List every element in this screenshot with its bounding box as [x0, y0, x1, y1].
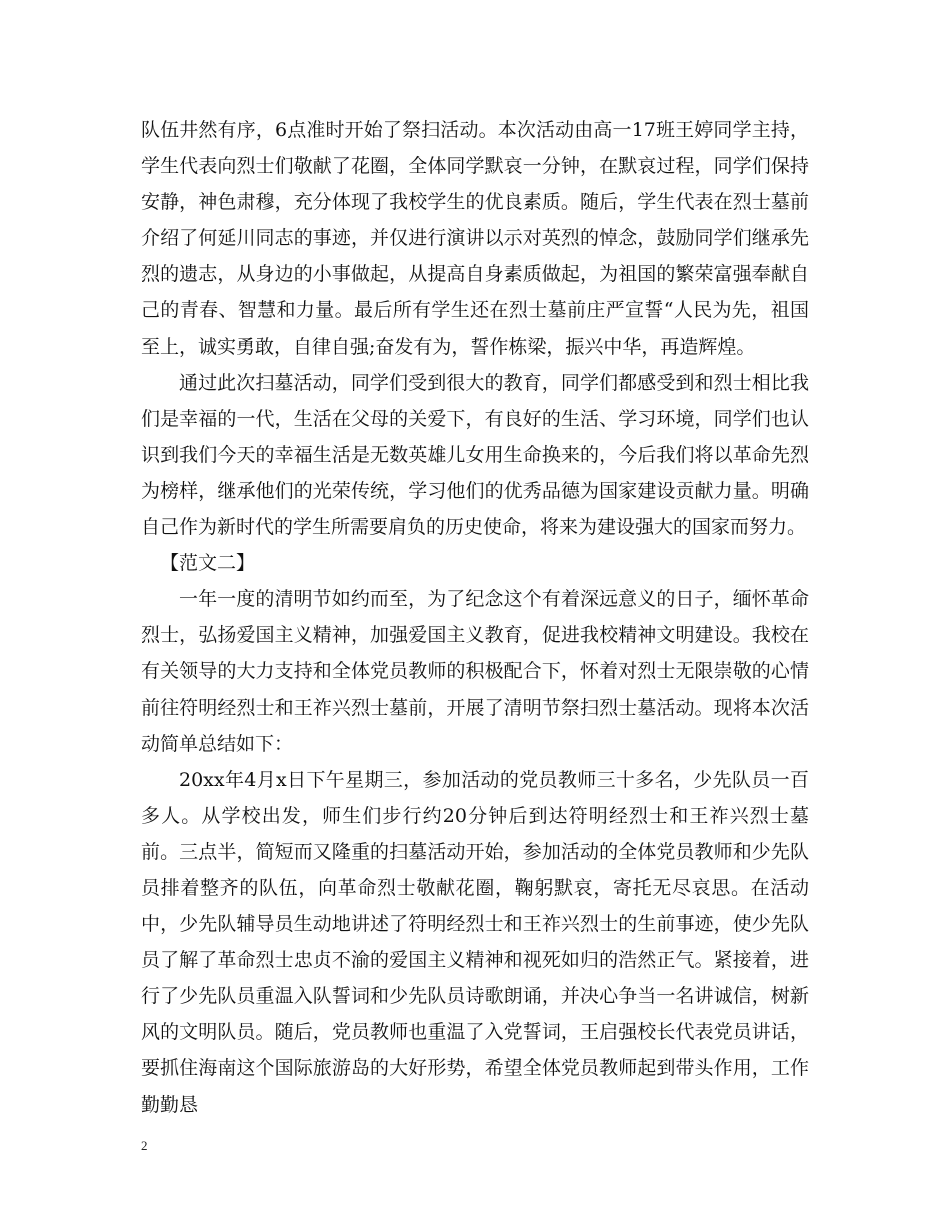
page-number: 2 — [141, 1138, 148, 1153]
paragraph-intro: 一年一度的清明节如约而至，为了纪念这个有着深远意义的日子，缅怀革命烈士，弘扬爱国主义精神，加强爱国主义教育，促进我校精神文明建设。我校在有关领导的大力支持和全体党员教师的积极配合下，怀着对烈士无限崇敬的心情前往符明经烈士和王祚兴烈士墓前，开展了清明节祭扫烈士墓活动。现将本次活动简单总结如下： — [141, 588, 809, 755]
document-body — [141, 112, 809, 1123]
paragraph-event-details: 20xx年4月x日下午星期三，参加活动的党员教师三十多名，少先队员一百多人。从学校出发，师生们步行约20分钟后到达符明经烈士和王祚兴烈士墓前。三点半，简短而又隆重的扫墓活动开始，参加活动的全体党员教师和少先队员排着整齐的队伍，向革命烈士敬献花圈，鞠躬默哀，寄托无尽哀思。在活动中，少先队辅导员生动地讲述了符明经烈士和王祚兴烈士的生前事迹，使少先队员了解了革命烈士忠贞不渝的爱国主义精神和视死如归的浩然正气。紧接着，进行了少先队员重温入队誓词和少先队员诗歌朗诵，并决心争当一名讲诚信，树新风的文明队员。随后，党员教师也重温了入党誓词，王启强校长代表党员讲话，要抓住海南这个国际旅游岛的大好形势，希望全体党员教师起到带头作用，工作勤勤恳 — [141, 768, 809, 1116]
section-heading: 【范文二】 — [160, 552, 256, 575]
paragraph-continued: 队伍井然有序，6点准时开始了祭扫活动。本次活动由高一17班王婷同学主持，学生代表向烈士们敬献了花圈，全体同学默哀一分钟，在默哀过程，同学们保持安静，神色肃穆，充分体现了我校学生的优良素质。随后，学生代表在烈士墓前介绍了何延川同志的事迹，并仅进行演讲以示对英烈的悼念，鼓励同学们继承先烈的遗志，从身边的小事做起，从提高自身素质做起，为祖国的繁荣富强奉献自己的青春、智慧和力量。最后所有学生还在烈士墓前庄严宣誓“人民为先，祖国至上，诚实勇敢，自律自强;奋发有为，誓作栋梁，振兴中华，再造辉煌。 — [141, 119, 809, 358]
paragraph-reflection: 通过此次扫墓活动，同学们受到很大的教育，同学们都感受到和烈士相比我们是幸福的一代，生活在父母的关爱下，有良好的生活、学习环境，同学们也认识到我们今天的幸福生活是无数英雄儿女用生命换来的，今后我们将以革命先烈为榜样，继承他们的光荣传统，学习他们的优秀品德为国家建设贡献力量。明确自己作为新时代的学生所需要肩负的历史使命，将来为建设强大的国家而努力。 — [141, 371, 809, 539]
